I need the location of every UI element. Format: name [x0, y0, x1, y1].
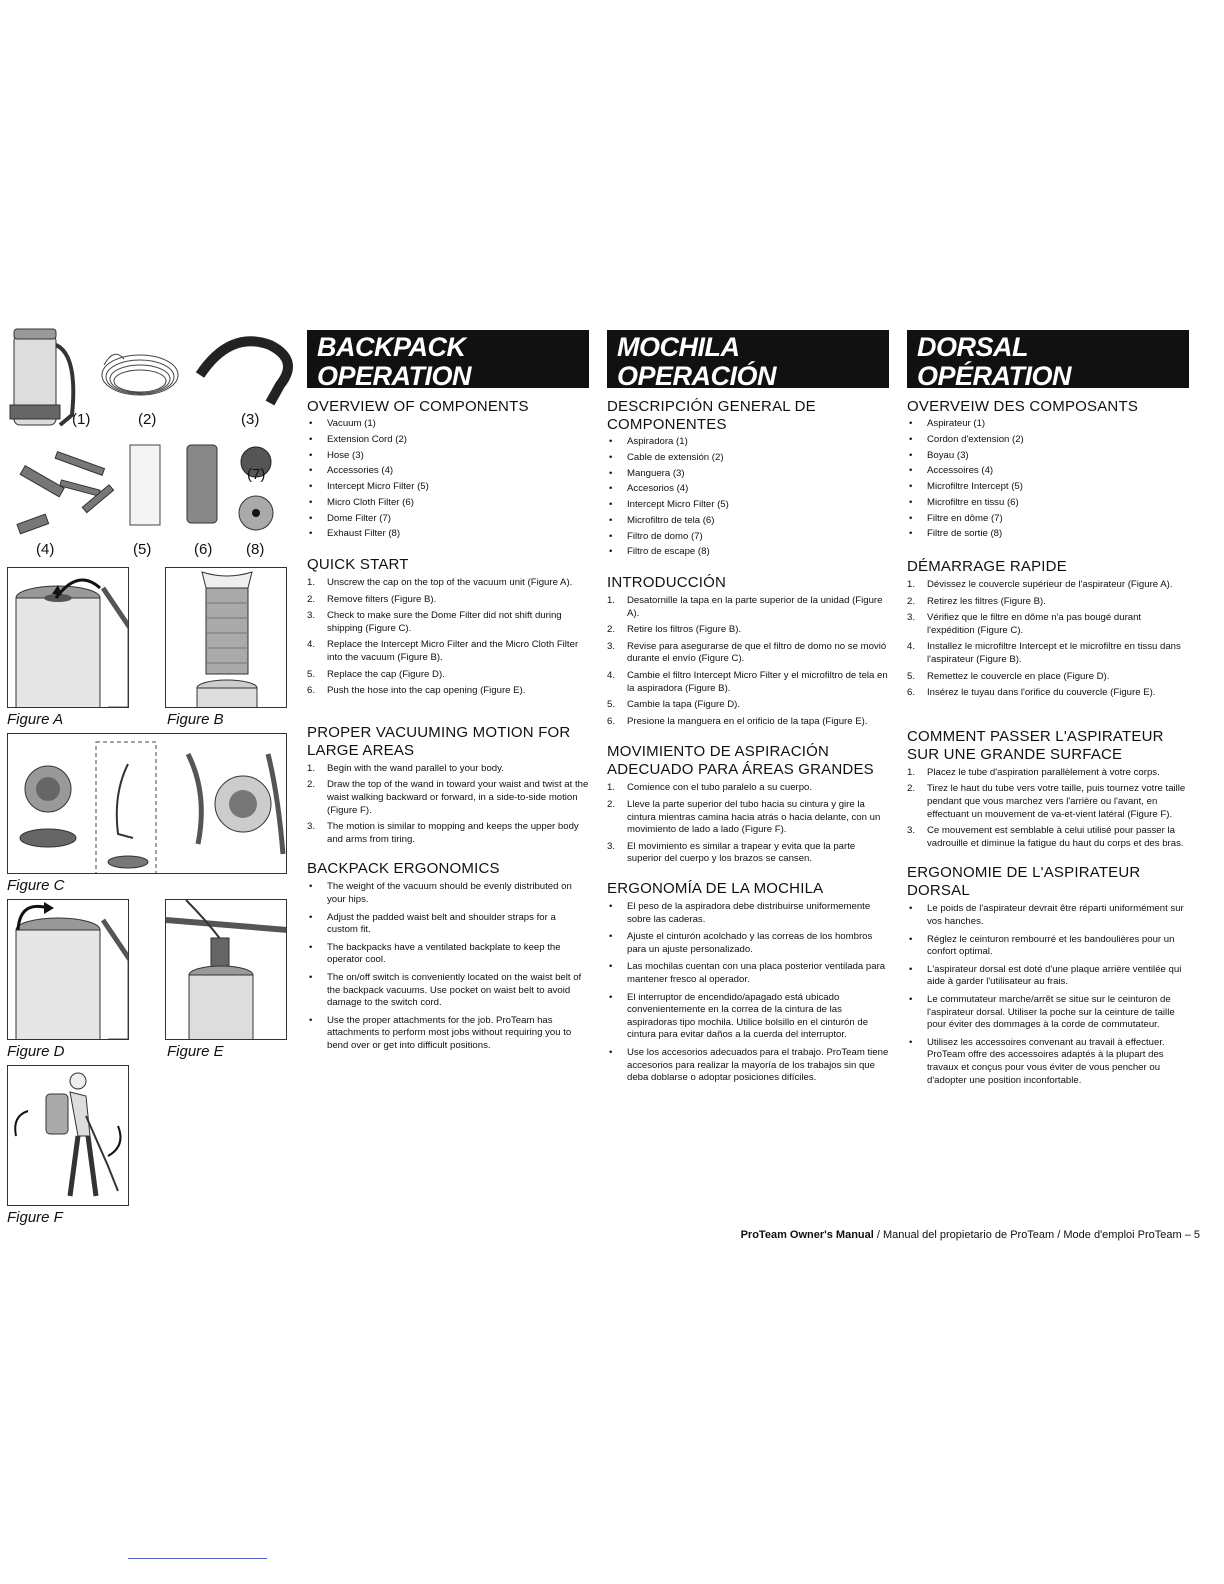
french-overview-list — [907, 418, 1189, 541]
english-overview-list — [307, 418, 589, 541]
figure-d-label: Figure D — [7, 1043, 65, 1060]
spanish-title-banner — [607, 330, 889, 391]
french-motion-list — [907, 767, 1189, 851]
english-overview-heading: OVERVIEW OF COMPONENTS — [307, 398, 529, 415]
figure-c-image — [7, 733, 287, 874]
list-item: 3. Revise para asegurarse de que el filtro de domo no se movió durante el envío (Figure C). — [607, 640, 887, 665]
figure-b-label: Figure B — [167, 711, 224, 728]
english-quick-heading: QUICK START — [307, 556, 409, 574]
list-item: • Dome Filter (7) — [307, 513, 589, 526]
extension-cord-icon — [102, 354, 178, 395]
list-item: • The on/off switch is conveniently located on the waist belt of the backpack vacuums. Use pocket on waist belt to avoid damage to the switch cord. — [307, 972, 589, 1010]
list-item: • Filtro de domo (7) — [607, 531, 889, 544]
list-item: 5. Remettez le couvercle en place (Figure D). — [907, 670, 1110, 682]
french-ergo-list — [907, 903, 1189, 1087]
spanish-overview-heading: DESCRIPCIÓN GENERAL DE COMPONENTES — [607, 398, 816, 433]
hose-icon — [200, 341, 288, 403]
list-item: 3. El movimiento es similar a trapear y evita que la parte superior del cuerpo y los brazos se cansen. — [607, 840, 856, 865]
english-title-line2: OPERATION — [317, 361, 472, 391]
french-column — [907, 330, 1189, 1092]
english-ergo-list — [307, 881, 589, 1052]
french-overview-heading: OVERVEIW DES COMPOSANTS — [907, 398, 1139, 415]
spanish-title-line1: MOCHILA — [617, 332, 740, 362]
figure-d-image — [7, 899, 129, 1040]
list-item: 5. Cambie la tapa (Figure D). — [607, 699, 741, 711]
list-item: • Accesorios (4) — [607, 483, 889, 496]
spanish-quick-list — [607, 595, 889, 728]
list-item: • Use the proper attachments for the job. ProTeam has attachments to perform most jobs without requiring you to bend over or get into difficult positions. — [307, 1015, 589, 1053]
list-item: 4. Installez le microfiltre Intercept et le microfiltre en tissu dans l'aspirateur (Figure B). — [907, 641, 1181, 666]
list-item: • The backpacks have a ventilated backplate to keep the operator cool. — [307, 942, 589, 967]
list-item: 6. Push the hose into the cap opening (Figure E). — [307, 685, 526, 697]
english-title-banner — [307, 330, 589, 391]
component-label-7: (7) — [247, 466, 266, 483]
figure-f-image — [7, 1065, 129, 1206]
spanish-title-line2: OPERACIÓN — [617, 361, 777, 391]
list-item: 2. Retirez les filtres (Figure B). — [907, 595, 1046, 607]
spanish-motion-list — [607, 782, 889, 866]
cloth-filter-icon — [187, 445, 217, 523]
french-title-banner — [907, 330, 1189, 391]
spanish-ergo-heading: ERGONOMÍA DE LA MOCHILA — [607, 879, 824, 897]
list-item: • Cable de extensión (2) — [607, 452, 889, 465]
component-label-6: (6) — [194, 541, 213, 558]
list-item: • Microfiltre Intercept (5) — [907, 481, 1189, 494]
list-item: 2. Retire los filtros (Figure B). — [607, 624, 742, 636]
vacuum-icon — [10, 329, 73, 425]
list-item: • Réglez le ceinturon rembourré et les bandoulières pour un confort optimal. — [907, 934, 1189, 959]
list-item: • Microfiltre en tissu (6) — [907, 497, 1189, 510]
list-item: • Manguera (3) — [607, 468, 889, 481]
footer-rest: / Manual del propietario de ProTeam / Mode d'emploi ProTeam – 5 — [873, 1229, 1200, 1241]
footer-manual-title: ProTeam Owner's Manual — [740, 1229, 874, 1241]
list-item: • El peso de la aspiradora debe distribuirse uniformemente sobre las caderas. — [607, 901, 889, 926]
list-item: 2. Draw the top of the wand in toward your waist and twist at the waist walking backward or forward, in a side-to-side motion (Figure F). — [307, 779, 589, 816]
component-label-5: (5) — [133, 541, 152, 558]
list-item: • Ajuste el cinturón acolchado y las correas de los hombros para un ajuste personalizado. — [607, 931, 889, 956]
list-item: 6. Presione la manguera en el orificio de la tapa (Figure E). — [607, 715, 868, 727]
spanish-motion-heading: MOVIMIENTO DE ASPIRACIÓN ADECUADO PARA ÁREAS GRANDES — [607, 743, 874, 779]
bottom-divider — [128, 1558, 267, 1559]
list-item: 4. Cambie el filtro Intercept Micro Filter y el microfiltro de tela en la aspiradora (Figure B). — [607, 670, 888, 694]
list-item: • Le commutateur marche/arrêt se situe sur le ceinturon de l'aspirateur dorsal. Utiliser la poche sur la ceinture de taille pour éviter des dommages à la corde de commutateur. — [907, 994, 1189, 1032]
list-item: • Cordon d'extension (2) — [907, 434, 1189, 447]
list-item: 3. Ce mouvement est semblable à celui utilisé pour passer la vadrouille et diminue la fatigue du haut du corps et des bras. — [907, 825, 1184, 849]
list-item: • Aspirateur (1) — [907, 418, 1189, 431]
list-item: 2. Tirez le haut du tube vers votre taille, puis tournez votre taille pendant que vous marchez vers l'arrière ou l'avant, en effectuant un mouvement de va-et-vient latéral (Figure F). — [907, 783, 1186, 820]
figure-f-label: Figure F — [7, 1209, 63, 1226]
english-motion-list — [307, 763, 589, 847]
french-motion-heading: COMMENT PASSER L'ASPIRATEUR SUR UNE GRANDE SURFACE — [907, 727, 1164, 763]
list-item: • Accessoires (4) — [907, 465, 1189, 478]
list-item: • Las mochilas cuentan con una placa posterior ventilada para mantener fresco al operador. — [607, 961, 889, 986]
list-item: 3. The motion is similar to mopping and keeps the upper body and arms from tiring. — [307, 821, 579, 845]
accessories-icon — [17, 452, 114, 534]
list-item: • Intercept Micro Filter (5) — [307, 481, 589, 494]
list-item: • Hose (3) — [307, 450, 589, 463]
list-item: • Accessories (4) — [307, 465, 589, 478]
english-motion-heading: PROPER VACUUMING MOTION FOR LARGE AREAS — [307, 723, 571, 759]
list-item: • Intercept Micro Filter (5) — [607, 499, 889, 512]
english-ergo-heading: BACKPACK ERGONOMICS — [307, 860, 500, 878]
list-item: • Adjust the padded waist belt and shoulder straps for a custom fit. — [307, 912, 589, 937]
component-label-8: (8) — [246, 541, 265, 558]
component-label-3: (3) — [241, 411, 260, 428]
list-item: 1. Placez le tube d'aspiration parallèlement à votre corps. — [907, 766, 1160, 778]
figure-e-image — [165, 899, 287, 1040]
figure-b-image — [165, 567, 287, 708]
list-item: 2. Remove filters (Figure B). — [307, 593, 437, 605]
list-item: 1. Dévissez le couvercle supérieur de l'aspirateur (Figure A). — [907, 579, 1173, 591]
intercept-filter-icon — [130, 445, 160, 525]
list-item: 6. Insérez le tuyau dans l'orifice du couvercle (Figure E). — [907, 687, 1156, 699]
page-footer — [741, 1229, 1200, 1241]
list-item: • Micro Cloth Filter (6) — [307, 497, 589, 510]
list-item: 2. Lleve la parte superior del tubo hacia su cintura y gire la cintura mientras camina hacia atrás o hacia delante, con un movimiento de lado a lado (Figure F). — [607, 799, 881, 836]
list-item: 5. Replace the cap (Figure D). — [307, 668, 445, 680]
list-item: 3. Check to make sure the Dome Filter did not shift during shipping (Figure C). — [307, 610, 562, 634]
list-item: • L'aspirateur dorsal est doté d'une plaque arrière ventilée qui aide à garder l'utilisateur au frais. — [907, 964, 1189, 989]
list-item: • Microfiltro de tela (6) — [607, 515, 889, 528]
components-drawing — [0, 325, 300, 565]
french-quick-list — [907, 579, 1189, 700]
list-item: • El interruptor de encendido/apagado está ubicado convenientemente en la correa de la cintura de las aspiradoras tipo mochila. Utilice bolsillo en el cinturón de cintura para evitar daños a la cuerda del interruptor. — [607, 992, 889, 1042]
list-item: 1. Unscrew the cap on the top of the vacuum unit (Figure A). — [307, 577, 573, 589]
list-item: • Utilisez les accessoires convenant au travail à effectuer. ProTeam offre des accessoires adaptés à la plupart des travaux et conçus pour vous éviter de vous pencher ou d'adopter une position inconfortable. — [907, 1037, 1189, 1087]
list-item: 1. Desatornille la tapa en la parte superior de la unidad (Figure A). — [607, 595, 883, 619]
list-item: • Vacuum (1) — [307, 418, 589, 431]
english-column — [307, 330, 589, 1058]
list-item: • Filtro de escape (8) — [607, 546, 889, 559]
list-item: 3. Vérifiez que le filtre en dôme n'a pas bougé durant l'expédition (Figure C). — [907, 612, 1142, 636]
list-item: • Exhaust Filter (8) — [307, 528, 589, 541]
spanish-column — [607, 330, 889, 1090]
component-label-1: (1) — [72, 411, 91, 428]
spanish-ergo-list — [607, 901, 889, 1085]
french-quick-heading: DÉMARRAGE RAPIDE — [907, 558, 1067, 576]
list-item: • Extension Cord (2) — [307, 434, 589, 447]
component-label-4: (4) — [36, 541, 55, 558]
spanish-quick-heading: INTRODUCCIÓN — [607, 574, 727, 592]
list-item: 1. Begin with the wand parallel to your body. — [307, 762, 504, 774]
list-item: • Boyau (3) — [907, 450, 1189, 463]
french-title-line2: OPÉRATION — [917, 361, 1072, 391]
list-item: 4. Replace the Intercept Micro Filter and the Micro Cloth Filter into the vacuum (Figure B). — [307, 639, 579, 664]
list-item: • Use los accesorios adecuados para el trabajo. ProTeam tiene accesorios para realizar la mayoría de los trabajos sin que deba doblarse o adoptar posiciones difíciles. — [607, 1047, 889, 1085]
figure-c-label: Figure C — [7, 877, 65, 894]
english-title-line1: BACKPACK — [317, 332, 466, 362]
list-item: • Le poids de l'aspirateur devrait être réparti uniformément sur vos hanches. — [907, 903, 1189, 928]
figure-a-label: Figure A — [7, 711, 64, 728]
french-title-line1: DORSAL — [917, 332, 1028, 362]
french-ergo-heading: ERGONOMIE DE L'ASPIRATEUR DORSAL — [907, 864, 1141, 900]
list-item: • The weight of the vacuum should be evenly distributed on your hips. — [307, 881, 589, 906]
list-item: 1. Comience con el tubo paralelo a su cuerpo. — [607, 782, 813, 794]
list-item: • Filtre en dôme (7) — [907, 513, 1189, 526]
list-item: • Aspiradora (1) — [607, 436, 889, 449]
figure-e-label: Figure E — [167, 1043, 224, 1060]
list-item: • Filtre de sortie (8) — [907, 528, 1189, 541]
english-quick-list — [307, 577, 589, 698]
exhaust-filter-icon — [239, 496, 273, 530]
figure-a-image — [7, 567, 129, 708]
component-label-2: (2) — [138, 411, 157, 428]
spanish-overview-list — [607, 436, 889, 559]
